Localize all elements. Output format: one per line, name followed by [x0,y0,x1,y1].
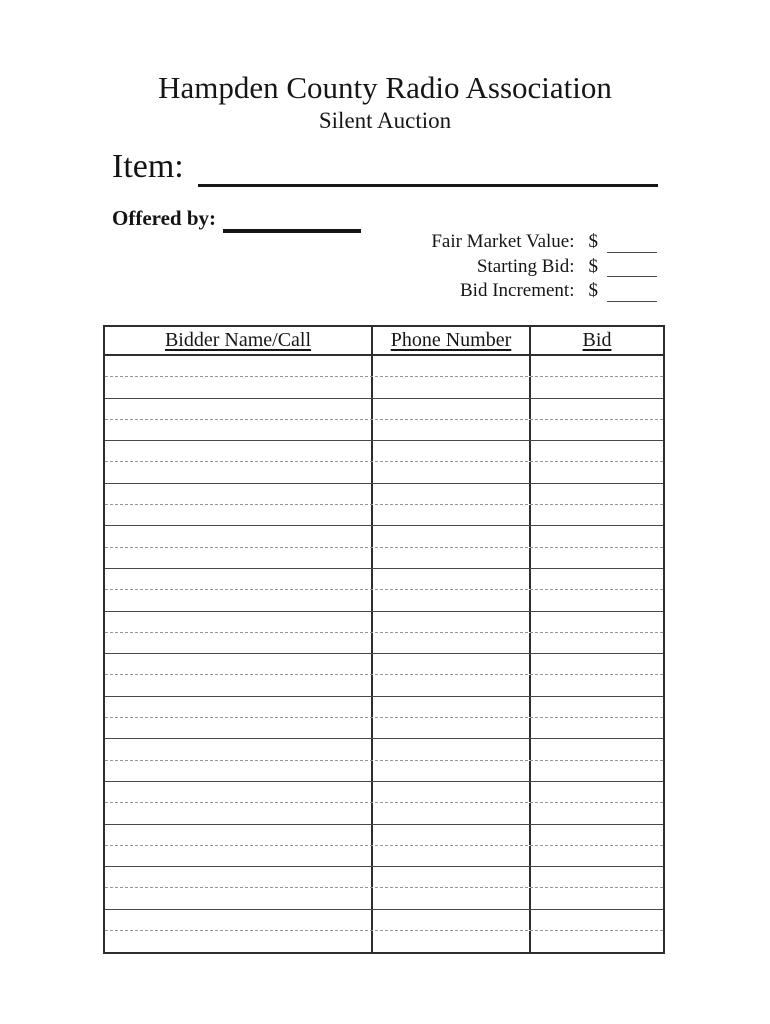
starting-bid-fill-line[interactable] [607,261,657,277]
phone-number-cell[interactable] [371,399,531,419]
bid-table-row [105,505,663,526]
offered-by-fill-line[interactable] [223,208,361,233]
bidder-name-cell[interactable] [105,526,371,546]
bid-cell[interactable] [531,484,663,504]
bid-table-row [105,484,663,505]
bidder-name-cell[interactable] [105,420,371,440]
bid-cell[interactable] [531,505,663,525]
bidder-name-cell[interactable] [105,654,371,674]
bidder-name-cell[interactable] [105,633,371,653]
phone-number-cell[interactable] [371,761,531,781]
bid-cell[interactable] [531,590,663,610]
bid-cell[interactable] [531,612,663,632]
bidder-name-cell[interactable] [105,931,371,952]
bid-table-row [105,526,663,547]
bid-table-body [105,356,663,952]
fair-market-value-row [431,231,657,256]
column-header-bid: Bid [582,329,612,351]
bidder-name-cell[interactable] [105,846,371,866]
dollar-sign: $ [588,231,598,252]
bid-table-row [105,867,663,888]
bidder-name-cell[interactable] [105,739,371,759]
dollar-sign: $ [588,280,598,302]
bid-cell[interactable] [531,867,663,887]
bidder-name-cell[interactable] [105,462,371,482]
phone-number-cell[interactable] [371,420,531,440]
column-header-phone-number: Phone Number [371,327,531,354]
phone-number-cell[interactable] [371,356,531,376]
bid-table-row [105,739,663,760]
phone-number-cell[interactable] [371,782,531,802]
offered-by-label: Offered by: [112,206,217,230]
bid-table-row [105,846,663,867]
bid-table-row [105,356,663,377]
bid-cell[interactable] [531,654,663,674]
phone-number-cell[interactable] [371,548,531,568]
bid-table-row [105,675,663,696]
bid-cell[interactable] [531,846,663,866]
bidder-name-cell[interactable] [105,505,371,525]
page-title: Hampden County Radio Association [158,70,612,105]
bidder-name-cell[interactable] [105,761,371,781]
bidder-name-cell[interactable] [105,590,371,610]
phone-number-cell[interactable] [371,441,531,461]
bid-cell[interactable] [531,782,663,802]
phone-number-cell[interactable] [371,590,531,610]
phone-number-cell[interactable] [371,825,531,845]
bid-table-row [105,590,663,611]
bid-table-header-row [105,327,663,356]
phone-number-cell[interactable] [371,910,531,930]
phone-number-cell[interactable] [371,739,531,759]
bid-table-row [105,569,663,590]
bid-table-row [105,803,663,824]
bidder-name-cell[interactable] [105,399,371,419]
form-header [0,70,770,136]
phone-number-cell[interactable] [371,697,531,717]
bidder-name-cell[interactable] [105,910,371,930]
bid-table-row [105,910,663,931]
bid-table-row [105,782,663,803]
bid-increment-row [431,280,657,305]
phone-number-cell[interactable] [371,526,531,546]
bid-table-row [105,697,663,718]
item-fill-line[interactable] [198,152,658,187]
bid-table-row [105,612,663,633]
bid-cell[interactable] [531,931,663,952]
dollar-sign: $ [588,255,598,277]
phone-number-cell[interactable] [371,675,531,695]
item-label: Item: [112,148,184,185]
starting-bid-row [431,256,657,281]
bidder-name-cell[interactable] [105,441,371,461]
bid-cell[interactable] [531,377,663,397]
bidder-name-cell[interactable] [105,888,371,908]
bid-cell[interactable] [531,399,663,419]
bid-increment-fill-line[interactable] [607,286,657,302]
phone-number-cell[interactable] [371,803,531,823]
phone-number-cell[interactable] [371,569,531,589]
bidder-name-cell[interactable] [105,697,371,717]
bid-increment-label: Bid Increment: [460,280,575,302]
bid-table-row [105,420,663,441]
bid-cell[interactable] [531,910,663,930]
phone-number-cell[interactable] [371,505,531,525]
bid-table-row [105,633,663,654]
bid-cell[interactable] [531,825,663,845]
phone-number-cell[interactable] [371,462,531,482]
bid-table-row [105,825,663,846]
bid-table-row [105,654,663,675]
bid-cell[interactable] [531,462,663,482]
phone-number-cell[interactable] [371,377,531,397]
bid-table-row [105,441,663,462]
bidder-name-cell[interactable] [105,825,371,845]
bid-table-row [105,399,663,420]
phone-number-cell[interactable] [371,612,531,632]
fair-market-value-label: Fair Market Value: [431,231,575,252]
bidder-name-cell[interactable] [105,612,371,632]
bidder-name-cell[interactable] [105,569,371,589]
page-subtitle: Silent Auction [318,108,452,133]
bid-cell[interactable] [531,888,663,908]
bidder-name-cell[interactable] [105,718,371,738]
column-header-bidder-name-call: Bidder Name/Call [164,329,312,351]
pricing-block [431,231,657,305]
phone-number-cell[interactable] [371,718,531,738]
phone-number-cell[interactable] [371,867,531,887]
bid-cell[interactable] [531,526,663,546]
bid-table-row [105,931,663,952]
bid-cell[interactable] [531,356,663,376]
bid-table-row [105,888,663,909]
phone-number-cell[interactable] [371,888,531,908]
bid-cell[interactable] [531,761,663,781]
bidder-name-cell[interactable] [105,548,371,568]
bid-cell[interactable] [531,675,663,695]
bid-cell[interactable] [531,718,663,738]
bidder-name-cell[interactable] [105,356,371,376]
bid-cell[interactable] [531,803,663,823]
bid-table [103,325,665,954]
bidder-name-cell[interactable] [105,377,371,397]
bid-table-row [105,462,663,483]
bid-cell[interactable] [531,441,663,461]
fair-market-value-fill-line[interactable] [607,237,657,253]
bidder-name-cell[interactable] [105,484,371,504]
starting-bid-label: Starting Bid: [476,255,575,277]
bidder-name-cell[interactable] [105,867,371,887]
phone-number-cell[interactable] [371,654,531,674]
bidder-name-cell[interactable] [105,803,371,823]
phone-number-cell[interactable] [371,633,531,653]
bid-cell[interactable] [531,739,663,759]
bid-table-row [105,761,663,782]
bid-table-row [105,377,663,398]
bid-cell[interactable] [531,697,663,717]
phone-number-cell[interactable] [371,846,531,866]
bidder-name-cell[interactable] [105,675,371,695]
bid-table-row [105,718,663,739]
bid-cell[interactable] [531,420,663,440]
bid-cell[interactable] [531,569,663,589]
bidder-name-cell[interactable] [105,782,371,802]
phone-number-cell[interactable] [371,484,531,504]
bid-table-row [105,548,663,569]
bid-cell[interactable] [531,633,663,653]
bid-cell[interactable] [531,548,663,568]
phone-number-cell[interactable] [371,931,531,952]
